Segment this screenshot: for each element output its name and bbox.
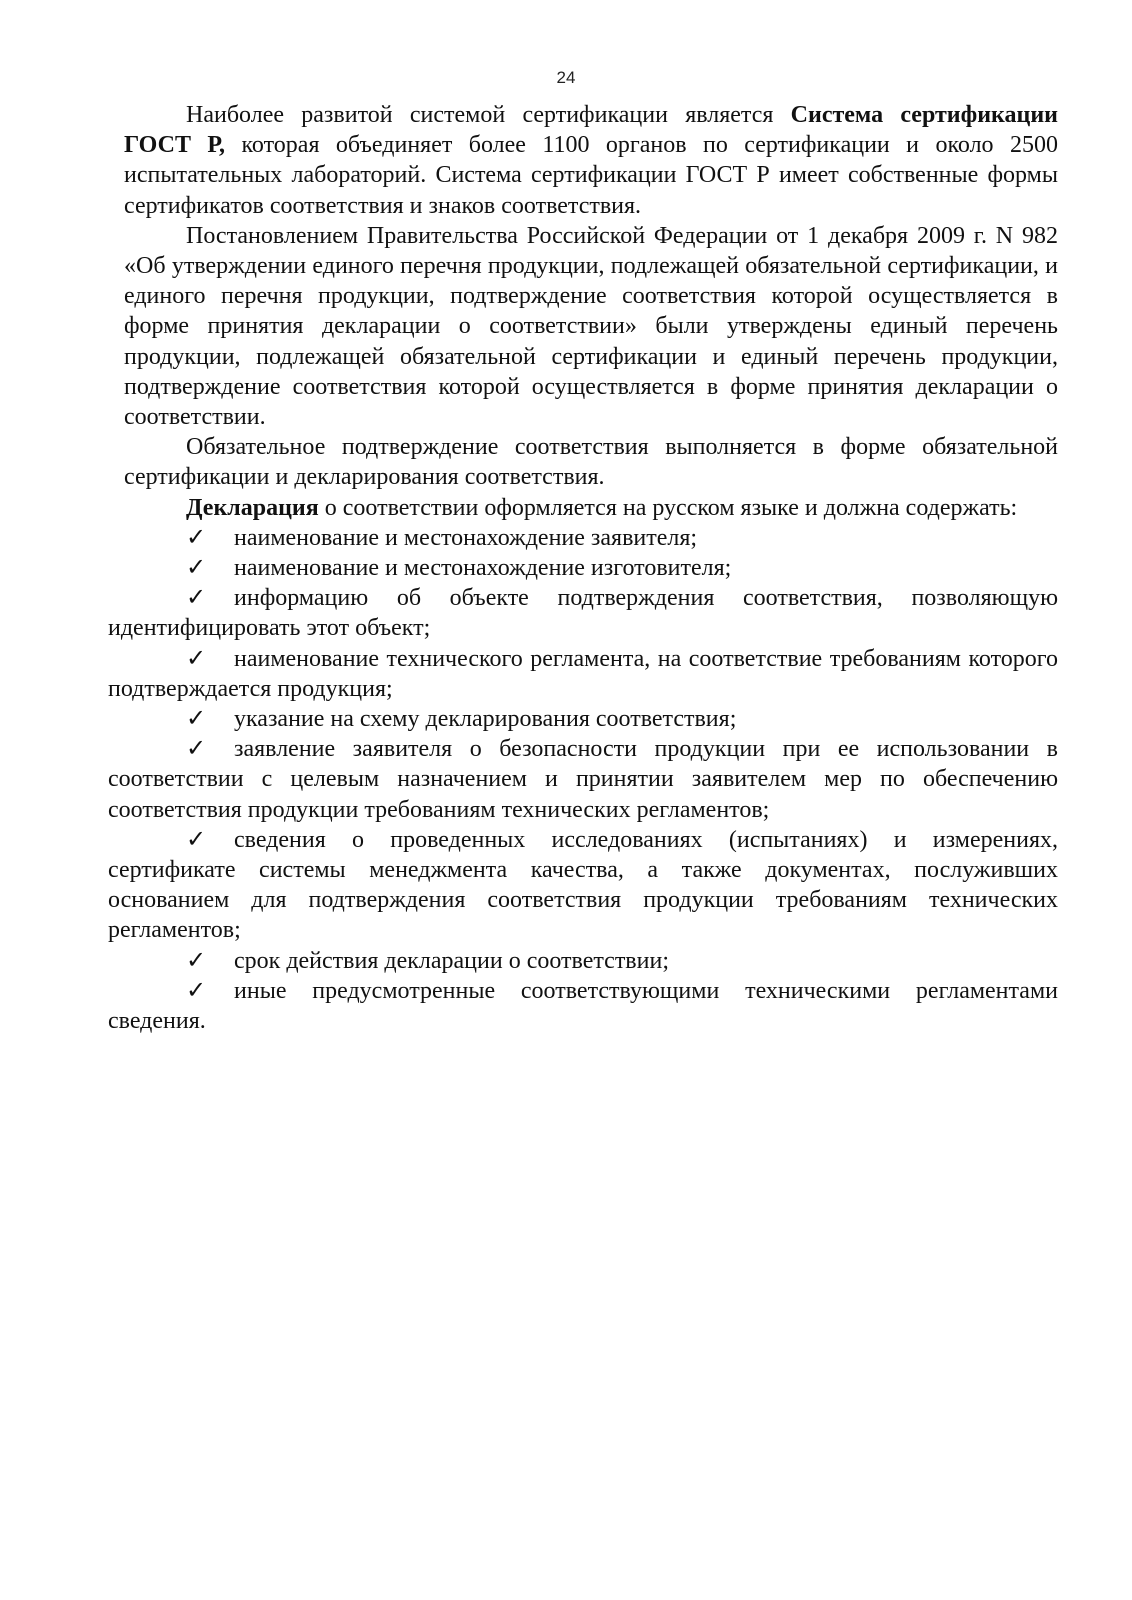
list-item-text: указание на схему декларирования соответствия; [234, 706, 737, 733]
list-item-text: срок действия декларации о соответствии; [234, 947, 669, 974]
paragraph-mandatory: Обязательное подтверждение соответствия выполняется в форме обязательной сертификации и декларирования соответствия. [124, 434, 1058, 491]
list-item [108, 553, 1058, 583]
list-item [108, 583, 1058, 643]
paragraph-text: о соответствии оформляется на русском языке и должна содержать: [318, 494, 1018, 521]
bold-term-gost: Система сертификации ГОСТ Р, [124, 102, 1058, 159]
paragraph-text: Наиболее развитой системой сертификации является [186, 102, 791, 128]
check-icon: ✓ [186, 555, 207, 582]
list-item [108, 644, 1058, 704]
paragraph-resolution: Постановлением Правительства Российской Федерации от 1 декабря 2009 г. N 982 «Об утверждении единого перечня продукции, подлежащей обязательной сертификации, и единого перечня продукции, подтверждение соответствия которой осуществляется в форме принятия декларации о соответствии» были утверждены единый перечень продукции, подлежащей обязательной сертификации и единый перечень продукции, подтверждение соответствия которой осуществляется в форме принятия декларации о соответствии. [124, 222, 1058, 431]
list-item [108, 946, 1058, 976]
list-item-text: наименование и местонахождение изготовителя; [234, 555, 732, 582]
check-icon: ✓ [186, 947, 207, 974]
list-item [108, 523, 1058, 553]
paragraph-declaration-intro [108, 493, 1058, 523]
list-item-text: наименование технического регламента, на соответствие требованиям которого подтверждается продукция; [108, 645, 1058, 702]
list-item [108, 976, 1058, 1036]
page-number: 24 [556, 68, 576, 87]
list-item-text: сведения о проведенных исследованиях (испытаниях) и измерениях, сертификате системы менеджмента качества, а также документах, послуживших основанием для подтверждения соответствия продукции требованиям технических регламентов; [108, 826, 1058, 944]
list-item-text: иные предусмотренные соответствующими техническими регламентами сведения. [108, 977, 1058, 1035]
check-icon: ✓ [186, 645, 207, 672]
paragraph-text: которая объединяет более 1100 органов по сертификации и около 2500 испытательных лабораторий. Система сертификации ГОСТ Р имеет собственные формы сертификатов соответствия и знаков соответствия. [124, 132, 1058, 219]
document-body [108, 100, 1058, 1036]
list-item [108, 704, 1058, 734]
list-item [108, 825, 1058, 946]
check-icon: ✓ [186, 524, 207, 551]
check-icon: ✓ [186, 977, 207, 1004]
paragraph-gost-system [108, 100, 1058, 221]
bold-term-declaration: Декларация [186, 494, 319, 521]
check-icon: ✓ [186, 706, 207, 733]
list-item-text: заявление заявителя о безопасности продукции при ее использовании в соответствии с целевым назначением и принятии заявителем мер по обеспечению соответствия продукции требованиям технических регламентов; [108, 736, 1058, 823]
list-item-text: информацию об объекте подтверждения соответствия, позволяющую идентифицировать этот объект; [108, 585, 1058, 642]
check-icon: ✓ [186, 585, 207, 612]
list-item [108, 734, 1058, 825]
list-item-text: наименование и местонахождение заявителя; [234, 524, 698, 551]
check-icon: ✓ [186, 736, 207, 763]
check-icon: ✓ [186, 826, 207, 853]
